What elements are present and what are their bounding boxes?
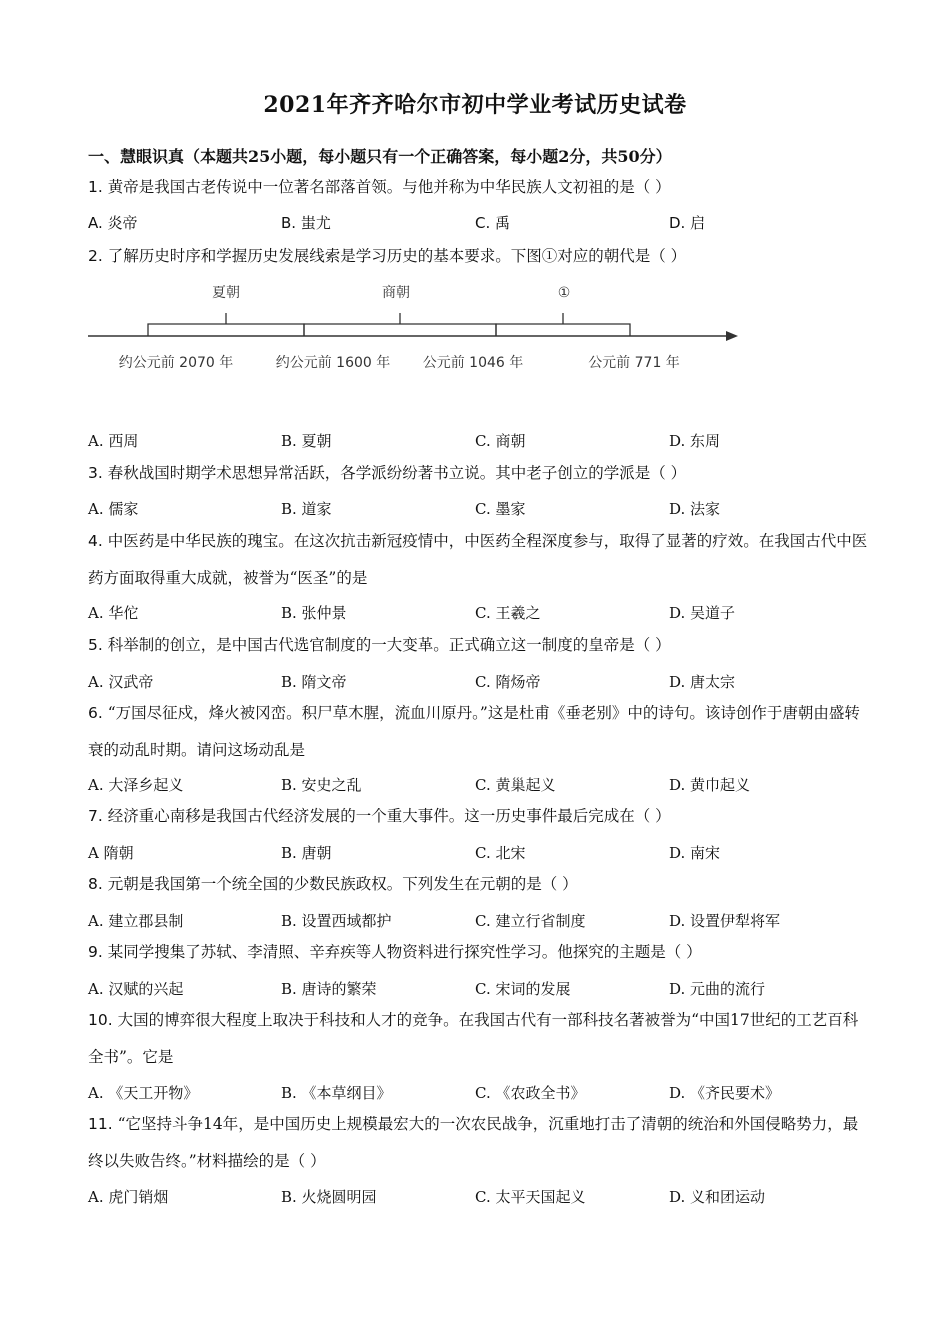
question-9 [88, 934, 868, 971]
options-11 [88, 1186, 868, 1210]
question-number: 6. [88, 704, 103, 722]
question-text: 元朝是我国第一个统全国的少数民族政权。下列发生在元朝的是（ ） [102, 875, 578, 893]
option-a[interactable]: A 隋朝 [88, 844, 134, 862]
option-a[interactable]: A. 华佗 [88, 604, 139, 622]
option-d[interactable]: D. 吴道子 [669, 604, 736, 622]
dynasty-timeline [80, 272, 760, 382]
option-a[interactable]: A. 《天工开物》 [88, 1084, 199, 1102]
option-c[interactable]: C. 禹 [475, 214, 511, 232]
question-text: 黄帝是我国古老传说中一位著名部落首领。与他并称为中华民族人文初祖的是（ ） [102, 178, 671, 196]
options-6 [88, 774, 868, 798]
question-number: 11. [88, 1115, 113, 1133]
option-b[interactable]: B. 道家 [281, 500, 332, 518]
option-c[interactable]: C. 黄巢起义 [475, 776, 556, 794]
question-number: 3. [88, 464, 103, 482]
option-d[interactable]: D. 唐太宗 [669, 673, 736, 691]
section-heading: 一、慧眼识真（本题共25小题，每小题只有一个正确答案，每小题2分，共50分） [88, 147, 672, 166]
option-b[interactable]: B. 张仲景 [281, 604, 347, 622]
option-d[interactable]: D. 南宋 [669, 844, 721, 862]
options-2 [88, 430, 868, 454]
option-a[interactable]: A. 炎帝 [88, 214, 138, 232]
option-a[interactable]: A. 西周 [88, 432, 139, 450]
option-b[interactable]: B. 火烧圆明园 [281, 1188, 377, 1206]
date-1600: 约公元前 1600 年 [275, 355, 391, 371]
date-1046: 公元前 1046 年 [422, 355, 524, 371]
options-10 [88, 1082, 868, 1106]
options-9 [88, 978, 868, 1002]
bracket-xia [148, 324, 304, 336]
option-a[interactable]: A. 儒家 [88, 500, 139, 518]
option-b[interactable]: B. 蚩尤 [281, 214, 331, 232]
label-unknown: ① [557, 285, 571, 301]
option-b[interactable]: B. 唐朝 [281, 844, 332, 862]
question-text: “它坚持斗争14年，是中国历史上规模最宏大的一次农民战争，沉重地打击了清朝的统治和外国侵略势力，最终以失败告终。”材料描绘的是（ ） [88, 1115, 859, 1170]
option-c[interactable]: C. 太平天国起义 [475, 1188, 586, 1206]
question-6 [88, 695, 868, 769]
option-b[interactable]: B. 唐诗的繁荣 [281, 980, 377, 998]
option-d[interactable]: D. 法家 [669, 500, 721, 518]
question-number: 7. [88, 807, 103, 825]
option-b[interactable]: B. 安史之乱 [281, 776, 362, 794]
option-d[interactable]: D. 设置伊犁将军 [669, 912, 781, 930]
option-b[interactable]: B. 夏朝 [281, 432, 332, 450]
date-2070: 约公元前 2070 年 [118, 355, 234, 371]
question-number: 8. [88, 875, 103, 893]
option-d[interactable]: D. 东周 [669, 432, 721, 450]
option-a[interactable]: A. 虎门销烟 [88, 1188, 169, 1206]
option-c[interactable]: C. 北宋 [475, 844, 526, 862]
option-d[interactable]: D. 《齐民要术》 [669, 1084, 781, 1102]
option-c[interactable]: C. 商朝 [475, 432, 526, 450]
question-number: 2. [88, 247, 103, 265]
question-4 [88, 523, 868, 597]
question-10 [88, 1002, 868, 1076]
timeline-arrow [726, 331, 738, 341]
option-a[interactable]: A. 汉武帝 [88, 673, 154, 691]
option-c[interactable]: C. 建立行省制度 [475, 912, 586, 930]
option-c[interactable]: C. 王羲之 [475, 604, 541, 622]
label-xia: 夏朝 [212, 285, 240, 301]
options-1 [88, 212, 868, 236]
date-771: 公元前 771 年 [588, 355, 680, 371]
bracket-shang [304, 324, 496, 336]
options-8 [88, 910, 868, 934]
question-5 [88, 627, 868, 664]
option-a[interactable]: A. 大泽乡起义 [88, 776, 184, 794]
question-number: 4. [88, 532, 103, 550]
question-number: 1. [88, 178, 103, 196]
question-11 [88, 1106, 868, 1180]
question-8 [88, 866, 868, 903]
option-d[interactable]: D. 启 [669, 214, 706, 232]
question-text: 经济重心南移是我国古代经济发展的一个重大事件。这一历史事件最后完成在（ ） [102, 807, 671, 825]
question-1 [88, 169, 868, 206]
option-d[interactable]: D. 黄巾起义 [669, 776, 751, 794]
question-text: 科举制的创立，是中国古代选官制度的一大变革。正式确立这一制度的皇帝是（ ） [102, 636, 671, 654]
option-c[interactable]: C. 墨家 [475, 500, 526, 518]
option-c[interactable]: C. 隋炀帝 [475, 673, 541, 691]
option-c[interactable]: C. 宋词的发展 [475, 980, 571, 998]
option-d[interactable]: D. 义和团运动 [669, 1188, 766, 1206]
page-title: 2021年齐齐哈尔市初中学业考试历史试卷 [263, 92, 687, 118]
option-d[interactable]: D. 元曲的流行 [669, 980, 766, 998]
options-4 [88, 602, 868, 626]
label-shang: 商朝 [382, 285, 410, 301]
question-number: 9. [88, 943, 103, 961]
question-text: 大国的博弈很大程度上取决于科技和人才的竞争。在我国古代有一部科技名著被誉为“中国17世纪的工艺百科全书”。它是 [88, 1011, 859, 1066]
option-b[interactable]: B. 设置西域都护 [281, 912, 392, 930]
question-text: 了解历史时序和学握历史发展线索是学习历史的基本要求。下图①对应的朝代是（ ） [102, 247, 687, 265]
option-a[interactable]: A. 汉赋的兴起 [88, 980, 184, 998]
question-7 [88, 798, 868, 835]
options-7 [88, 842, 868, 866]
bracket-unknown [496, 324, 630, 336]
option-b[interactable]: B. 《本草纲目》 [281, 1084, 392, 1102]
question-text: 中医药是中华民族的瑰宝。在这次抗击新冠疫情中，中医药全程深度参与，取得了显著的疗效。在我国古代中医药方面取得重大成就，被誉为“医圣”的是 [88, 532, 868, 587]
question-3 [88, 455, 868, 492]
question-number: 5. [88, 636, 103, 654]
question-2 [88, 238, 868, 275]
options-3 [88, 498, 868, 522]
question-text: “万国尽征戍，烽火被冈峦。积尸草木腥，流血川原丹。”这是杜甫《垂老别》中的诗句。该诗创作于唐朝由盛转衰的动乱时期。请问这场动乱是 [88, 704, 860, 759]
question-text: 某同学搜集了苏轼、李清照、辛弃疾等人物资料进行探究性学习。他探究的主题是（ ） [102, 943, 702, 961]
option-b[interactable]: B. 隋文帝 [281, 673, 347, 691]
option-c[interactable]: C. 《农政全书》 [475, 1084, 586, 1102]
option-a[interactable]: A. 建立郡县制 [88, 912, 184, 930]
question-text: 春秋战国时期学术思想异常活跃，各学派纷纷著书立说。其中老子创立的学派是（ ） [102, 464, 687, 482]
options-5 [88, 671, 868, 695]
question-number: 10. [88, 1011, 113, 1029]
